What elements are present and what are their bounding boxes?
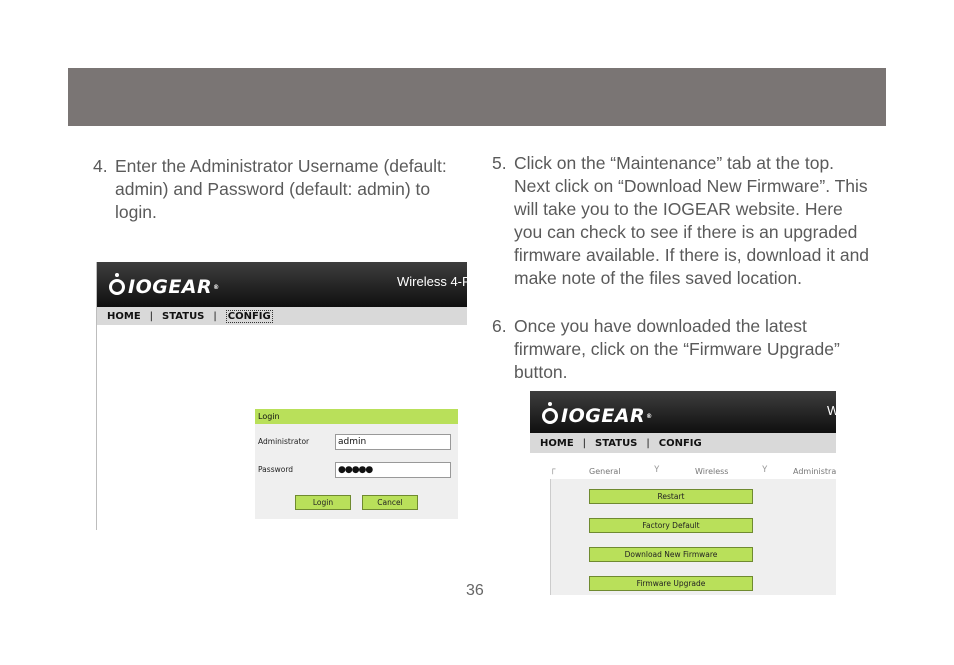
- login-button[interactable]: Login: [295, 495, 351, 510]
- step-4-number: 4.: [93, 156, 108, 176]
- tab-divider: Y: [654, 465, 660, 475]
- step-6-number: 6.: [492, 316, 507, 336]
- step-4-text: Enter the Administrator Username (default: admin) and Password (default: admin) to login.: [115, 156, 447, 222]
- tab-divider: Y: [762, 465, 768, 475]
- administrator-input[interactable]: admin: [335, 434, 451, 450]
- step-5-text: Click on the “Maintenance” tab at the top. Next click on “Download New Firmware”. This will take you to the IOGEAR website. Here you can check to see if there is an upgraded firmware available. If there is, download it and make note of the files saved location.: [514, 153, 870, 288]
- password-input[interactable]: ●●●●●: [335, 462, 451, 478]
- step-5-number: 5.: [492, 153, 507, 173]
- nav-status[interactable]: STATUS: [595, 437, 638, 449]
- tab-wireless[interactable]: Wireless: [695, 467, 729, 476]
- nav-separator: |: [149, 310, 154, 322]
- login-panel: [255, 409, 458, 519]
- logo-text: IOGEAR: [561, 405, 646, 427]
- step-6: [492, 315, 872, 384]
- step-6-text: Once you have downloaded the latest firmware, click on the “Firmware Upgrade” button.: [514, 316, 840, 382]
- nav-status[interactable]: STATUS: [162, 310, 205, 322]
- router-title: Wireless 4-P: [397, 274, 471, 289]
- tab-general[interactable]: General: [589, 467, 621, 476]
- nav-home[interactable]: HOME: [540, 437, 574, 449]
- router-nav: [97, 307, 467, 325]
- download-firmware-button[interactable]: Download New Firmware: [589, 547, 753, 562]
- nav-home[interactable]: HOME: [107, 310, 141, 322]
- nav-separator: |: [213, 310, 217, 322]
- nav-config[interactable]: CONFIG: [658, 437, 702, 449]
- login-screenshot: [96, 262, 471, 530]
- config-tabs: [530, 453, 836, 479]
- cancel-button[interactable]: Cancel: [362, 495, 418, 510]
- logo-text: IOGEAR: [128, 276, 213, 298]
- maintenance-screenshot: [530, 391, 840, 595]
- nav-separator: |: [646, 437, 650, 449]
- step-4: [93, 155, 453, 224]
- factory-default-button[interactable]: Factory Default: [589, 518, 753, 533]
- restart-button[interactable]: Restart: [589, 489, 753, 504]
- router-nav: [530, 433, 836, 453]
- nav-config[interactable]: CONFIG: [227, 310, 271, 322]
- iogear-logo: IOGEAR ®: [542, 405, 653, 427]
- router-title: W: [827, 403, 840, 418]
- page-number: 36: [466, 582, 484, 599]
- login-heading: Login: [255, 409, 458, 424]
- iogear-logo-icon: [109, 279, 125, 295]
- password-label: Password: [258, 465, 294, 474]
- tab-administration[interactable]: Administra: [793, 467, 837, 476]
- administrator-label: Administrator: [258, 437, 310, 446]
- router-header: [530, 391, 840, 433]
- iogear-logo: IOGEAR ®: [109, 276, 220, 298]
- iogear-logo-icon: [542, 408, 558, 424]
- step-5: [492, 152, 872, 290]
- header-band: [68, 68, 886, 126]
- nav-separator: |: [582, 437, 587, 449]
- tab-divider: ┌: [550, 465, 556, 475]
- router-header: [97, 262, 471, 307]
- maintenance-panel: [550, 479, 836, 595]
- firmware-upgrade-button[interactable]: Firmware Upgrade: [589, 576, 753, 591]
